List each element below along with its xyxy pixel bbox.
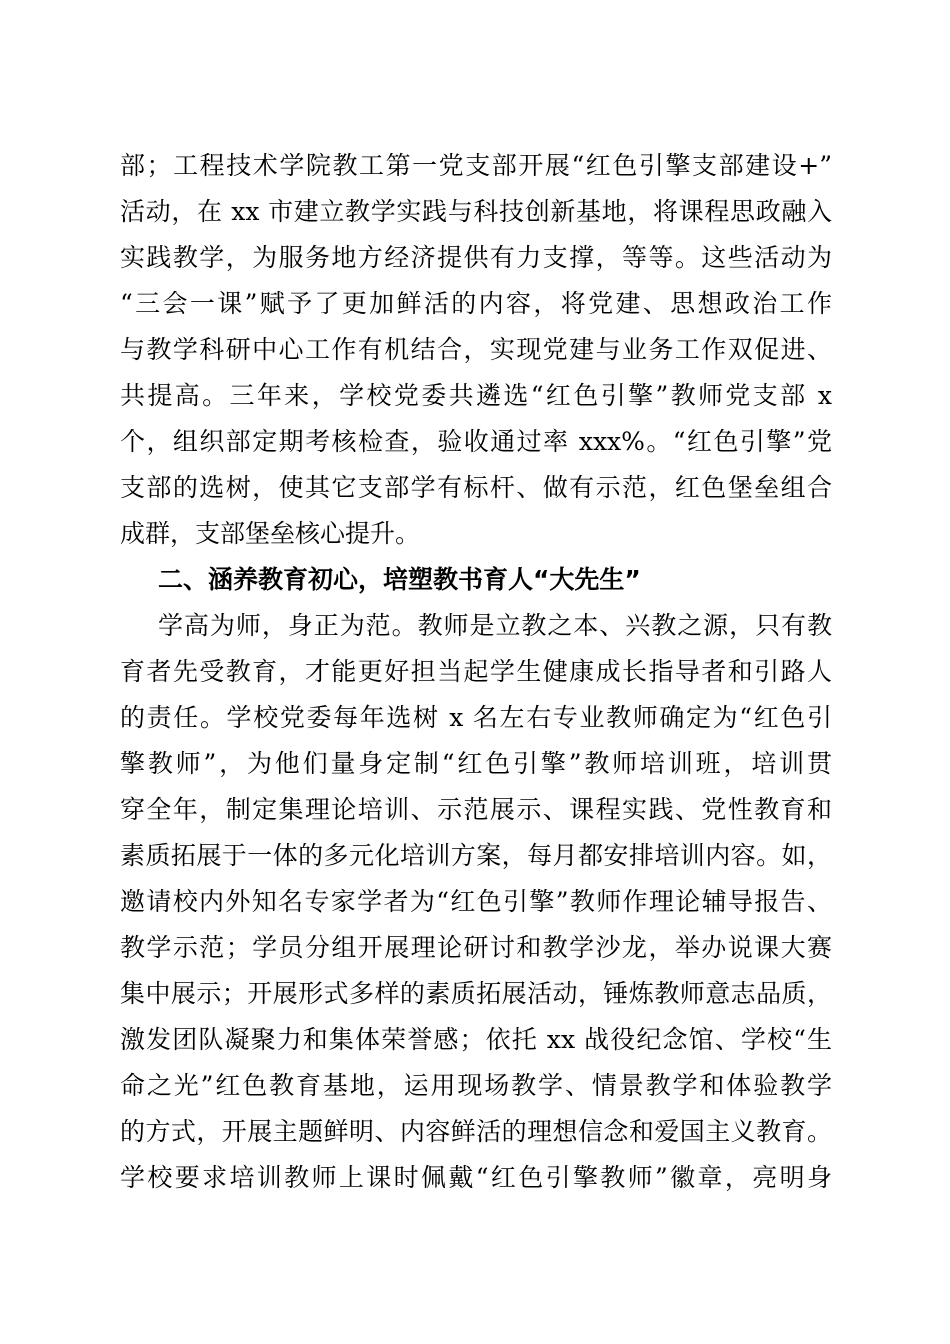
paragraph-1-line-7: 个，组织部定期考核检查，验收通过率 xxx%。“红色引擎”党 xyxy=(120,427,832,456)
paragraph-2-line-4: 擎教师”，为他们量身定制“红色引擎”教师培训班，培训贯 xyxy=(120,749,832,778)
paragraph-2-line-5: 穿全年，制定集理论培训、示范展示、课程实践、党性教育和 xyxy=(120,795,832,824)
paragraph-1-line-9: 成群，支部堡垒核心提升。 xyxy=(120,519,421,548)
paragraph-1-line-1: 部；工程技术学院教工第一党支部开展“红色引擎支部建设+” xyxy=(120,151,832,180)
paragraph-2-line-7: 邀请校内外知名专家学者为“红色引擎”教师作理论辅导报告、 xyxy=(120,887,832,916)
paragraph-2-line-3: 的责任。学校党委每年选树 x 名左右专业教师确定为“红色引 xyxy=(120,703,832,732)
paragraph-1-line-4: “三会一课”赋予了更加鲜活的内容，将党建、思想政治工作 xyxy=(120,289,832,318)
paragraph-1-line-8: 支部的选树，使其它支部学有标杆、做有示范，红色堡垒组合 xyxy=(120,473,832,502)
paragraph-1-line-3: 实践教学，为服务地方经济提供有力支撑，等等。这些活动为 xyxy=(120,243,832,272)
paragraph-2-line-8: 教学示范；学员分组开展理论研讨和教学沙龙，举办说课大赛 xyxy=(120,933,832,962)
paragraph-2-line-11: 命之光”红色教育基地，运用现场教学、情景教学和体验教学 xyxy=(120,1071,832,1100)
paragraph-1-line-5: 与教学科研中心工作有机结合，实现党建与业务工作双促进、 xyxy=(120,335,832,364)
paragraph-1-line-6: 共提高。三年来，学校党委共遴选“红色引擎”教师党支部 x xyxy=(120,381,832,410)
paragraph-2-line-1: 学高为师，身正为范。教师是立教之本、兴教之源，只有教 xyxy=(158,611,832,640)
paragraph-2-line-10: 激发团队凝聚力和集体荣誉感；依托 xx 战役纪念馆、学校“生 xyxy=(120,1025,832,1054)
paragraph-2-line-9: 集中展示；开展形式多样的素质拓展活动，锤炼教师意志品质， xyxy=(120,979,832,1008)
section-heading-2: 二、涵养教育初心，培塑教书育人“大先生” xyxy=(158,565,641,594)
paragraph-2-line-2: 育者先受教育，才能更好担当起学生健康成长指导者和引路人 xyxy=(120,657,832,686)
paragraph-1-line-2: 活动，在 xx 市建立教学实践与科技创新基地，将课程思政融入 xyxy=(120,197,832,226)
paragraph-2-line-12: 的方式，开展主题鲜明、内容鲜活的理想信念和爱国主义教育。 xyxy=(120,1117,832,1146)
paragraph-2-line-13: 学校要求培训教师上课时佩戴“红色引擎教师”徽章，亮明身 xyxy=(120,1163,832,1192)
paragraph-2-line-6: 素质拓展于一体的多元化培训方案，每月都安排培训内容。如， xyxy=(120,841,832,870)
